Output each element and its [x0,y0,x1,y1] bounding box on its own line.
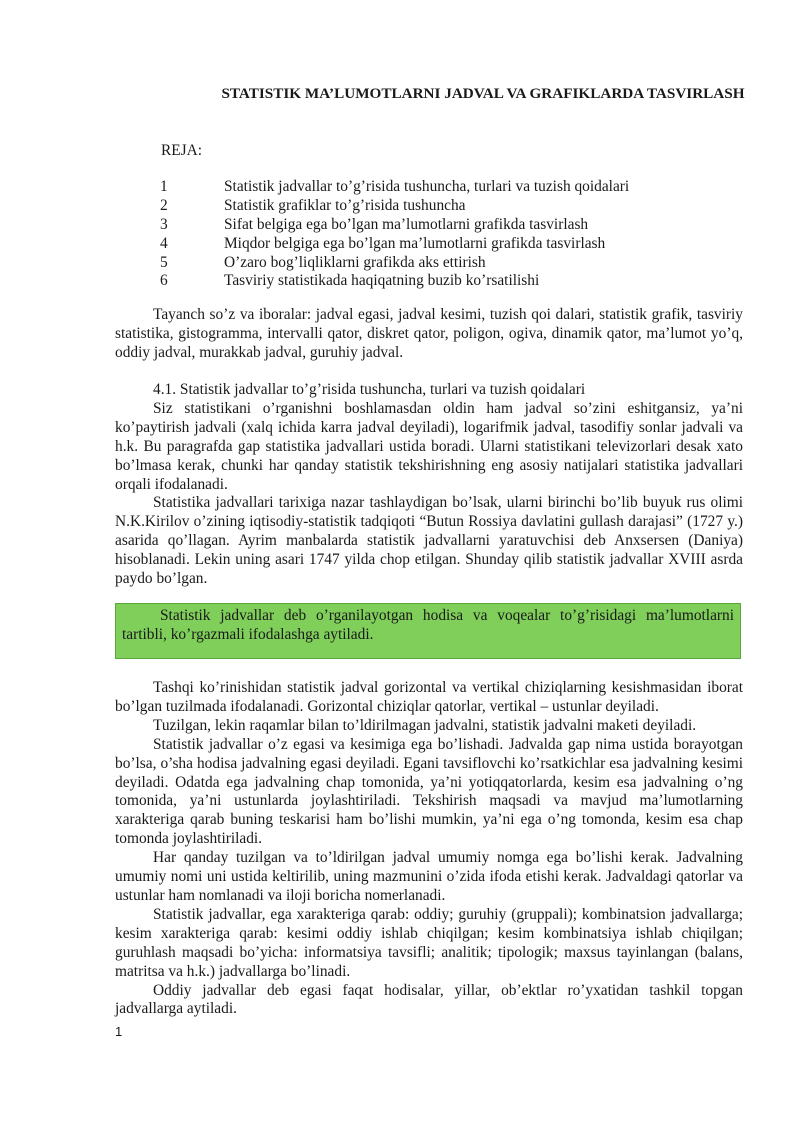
body-paragraph: Statistik jadvallar o’z egasi va kesimiga ega bo’lishadi. Jadvalda gap nima ustida borayotgan bo’lsa, o’sha hodisa jadvalning egasi deyiladi. Egani tavsiflovchi ko’rsatkichlar esa jadvalning kesimi deyiladi. Odatda ega jadvalning chap tomonida, ya’ni yotiqqatorlarda, kesim esa jadvalning o’ng tomonida, ya’ni ustunlarda joylashtiriladi. Tekshirish maqsadi va mavjud ma’lumotlarning xarakteriga qarab buning teskarisi ham bo’lishi mumkin, ya’ni ega o’ng tomonda, kesim esa chap tomonda joylashtiriladi. [115,735,743,848]
plan-list [160,178,720,291]
plan-item [160,197,720,216]
body-paragraph: Siz statistikani o’rganishni boshlamasdan oldin ham jadval so’zini eshitgansiz, ya’ni ko’paytirish jadvali (xalq ichida karra jadval deyiladi), logarifmik jadval, tasodifiy sonlar jadvali va h.k. Bu paragrafda gap statistika jadvallari ustida boradi. Ularni statistikani televizorlari desak xato bo’lmasa kerak, chunki har qanday statistik tekshirishning eng asosiy natijalari statistika jadvallari orqali ifodalanadi. [115,399,743,493]
plan-item-text: Statistik grafiklar to’g’risida tushuncha [224,196,466,214]
definition-callout [115,603,741,659]
body-paragraph: Statistik jadvallar, ega xarakteriga qarab: oddiy; guruhiy (gruppali); kombinatsion jadvallarga; kesim xarakteriga qarab: kesimi oddiy ishlab chiqilgan; kesim kombinatsiya ishlab chiqilgan; guruhlash maqsadi bo’yicha: informatsiya tavsifli; analitik; tipologik; maxsus tayinlangan (balans, matritsa va h.k.) jadvallarga bo’linadi. [115,905,743,980]
plan-item-number: 3 [160,215,168,233]
plan-item-number: 2 [160,196,168,214]
body-paragraph: Tashqi ko’rinishidan statistik jadval gorizontal va vertikal chiziqlarning kesishmasidan iborat bo’lgan tuzilmada ifodalanadi. Gorizontal chiziqlar qatorlar, vertikal – ustunlar deyiladi. [115,679,743,715]
plan-item [160,216,720,235]
plan-item-number: 6 [160,272,168,290]
main-body [115,679,743,1019]
plan-item-number: 4 [160,234,168,252]
body-paragraph: Oddiy jadvallar deb egasi faqat hodisalar, yillar, ob’ektlar ro’yxatidan tashkil topgan jadvallarga aytiladi. [115,981,743,1018]
plan-item-text: Tasviriy statistikada haqiqatning buzib ko’rsatilishi [224,272,540,290]
keywords-block [115,306,743,363]
section-heading: 4.1. Statistik jadvallar to’g’risida tushuncha, turlari va tuzish qoidalari [153,381,586,398]
plan-item-text: Sifat belgiga ega bo’lgan ma’lumotlarni grafikda tasvirlash [224,215,589,233]
plan-item-text: O’zaro bog’liqliklarni grafikda aks ettirish [224,253,486,271]
plan-item [160,254,720,273]
page-number: 1 [115,1024,123,1039]
plan-item-number: 5 [160,253,168,271]
plan-label: REJA: [161,142,203,159]
plan-item [160,178,720,197]
keywords-paragraph: Tayanch so’z va iboralar: jadval egasi, jadval kesimi, tuzish qoi dalari, statistik grafik, tasviriy statistika, gistogramma, intervalli qator, diskret qator, poligon, ogiva, dinamik qator, ma’lumot yo’q, oddiy jadval, murakkab jadval, guruhiy jadval. [115,306,743,361]
definition-text: Statistik jadvallar deb o’rganilayotgan hodisa va voqealar to’g’risidagi ma’lumotlarni tartibli, ko’rgazmali ifodalashga aytiladi. [122,607,734,643]
body-paragraph: Har qanday tuzilgan va to’ldirilgan jadval umumiy nomga ega bo’lishi kerak. Jadvalning umumiy nomi uni ustida keltirilib, uning mazmunini o’zida ifoda etishi kerak. Jadvaldagi qatorlar va ustunlar ham nomlanadi va iloji boricha nomerlanadi. [115,849,743,904]
page-title: STATISTIK MA’LUMOTLARNI JADVAL VA GRAFIKLARDA TASVIRLASH [221,85,745,102]
section-intro [115,381,743,589]
body-paragraph: Statistika jadvallari tarixiga nazar tashlaydigan bo’lsak, ularni birinchi bo’lib buyuk rus olimi N.K.Kirilov o’zining iqtisodiy-statistik tadqiqoti “Butun Rossiya davlatini gullash darajasi” (1727 y.) asarida qo’llagan. Ayrim manbalarda statistik jadvallarni yaratuvchisi deb Anxsersen (Daniya) hisoblanadi. Lekin uning asari 1747 yilda chop etilgan. Shunday qilib statistik jadvallar XVIII asrda paydo bo’lgan. [115,494,743,588]
plan-item-number: 1 [160,178,168,195]
plan-item-text: Miqdor belgiga ega bo’lgan ma’lumotlarni grafikda tasvirlash [224,234,606,252]
body-paragraph: Tuzilgan, lekin raqamlar bilan to’ldirilmagan jadvalni, statistik jadvalni maketi deyiladi. [153,716,697,734]
plan-item [160,272,720,291]
plan-item-text: Statistik jadvallar to’g’risida tushuncha, turlari va tuzish qoidalari [224,178,630,195]
plan-item [160,235,720,254]
